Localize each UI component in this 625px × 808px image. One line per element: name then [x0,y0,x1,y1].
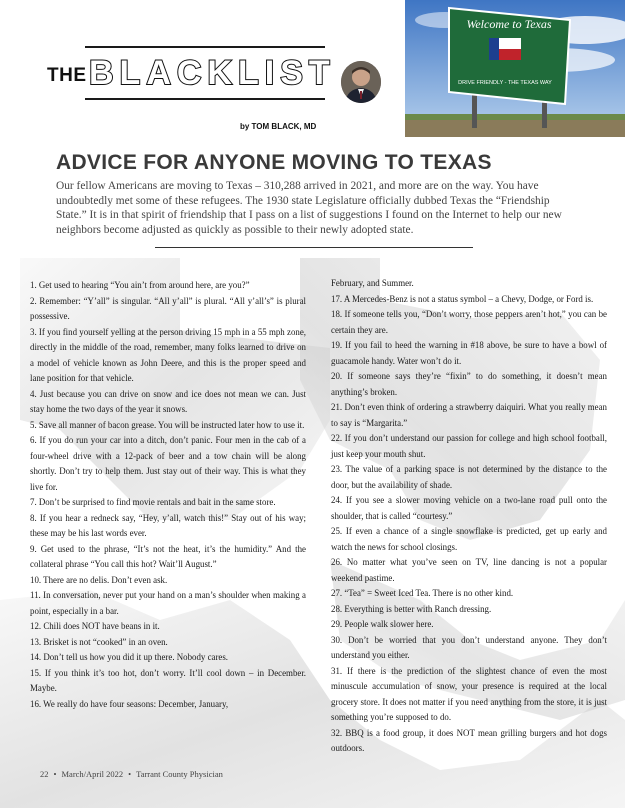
page-footer [40,769,223,779]
tip-item: 8. If you hear a redneck say, “Hey, y’all, watch this!” Stay out of his way; these may be his last words ever. [30,512,306,538]
tip-item: 6. If you do run your car into a ditch, don’t panic. Four men in the cab of a four-wheel drive with a 12-pack of beer and a tow chain will be along shortly. Don’t try to help them. Just stay out of their way. This is what they live for. [30,435,306,492]
tip-item: 19. If you fail to heed the warning in #18 above, be sure to have a bowl of guacamole handy. Water won’t do it. [331,340,607,366]
tip-item: 21. Don’t even think of ordering a strawberry daiquiri. What you really mean to say is “Margarita.” [331,402,607,428]
tip-item: 29. People walk slower here. [331,619,434,629]
tip-item: 32. BBQ is a food group, it does NOT mean grilling burgers and hot dogs outdoors. [331,727,607,753]
sign-text-drive-friendly: DRIVE FRIENDLY - THE TEXAS WAY [458,80,552,86]
masthead-rule-bottom [85,98,325,100]
tip-item: 18. If someone tells you, “Don’t worry, those peppers aren’t hot,” you can be certain they are. [331,309,607,335]
tip-item: 1. Get used to hearing “You ain’t from around here, are you?” [30,280,250,290]
tip-item: 12. Chili does NOT have beans in it. [30,621,160,631]
tips-column-right [331,276,607,757]
tip-item: 17. A Mercedes-Benz is not a status symbol – a Chevy, Dodge, or Ford is. [331,293,594,304]
tip-item: 5. Save all manner of bacon grease. You will be instructed later how to use it. [30,419,305,430]
welcome-to-texas-photo [405,0,625,137]
tip-item: 22. If you don’t understand our passion for college and high school football, just keep your mouth shut. [331,433,607,459]
tip-item: 13. Brisket is not “cooked” in an oven. [30,636,168,647]
byline: by TOM BLACK, MD [240,122,317,131]
tip-item: 10. There are no delis. Don’t even ask. [30,574,168,585]
tip-item: 28. Everything is better with Ranch dressing. [331,603,492,614]
tip-item: 25. If even a chance of a single snowflake is predicted, get up early and watch the news for school closings. [331,526,607,552]
tip-item: 3. If you find yourself yelling at the person driving 15 mph in a 55 mph zone, directly in the middle of the road, remember, many folks learned to drive on a model of vehicle known as John Deere, and this is the proper speed and lane position for that vehicle. [30,326,306,383]
page-number: 22 [40,769,49,779]
sign-text-welcome: Welcome to Texas [466,17,552,31]
tip-item: 7. Don’t be surprised to find movie rentals and bait in the same store. [30,497,276,507]
tip-item: 15. If you think it’s too hot, don’t worry. It’ll cool down – in December. Maybe. [30,667,306,693]
footer-separator: • [53,769,57,779]
tip-item: 11. In conversation, never put your hand on a man’s shoulder when making a point, especially in a bar. [30,590,306,616]
masthead-title: BLACKLIST [89,54,336,92]
issue-date: March/April 2022 [61,769,124,779]
tips-column-left [30,278,306,712]
tip-item: 31. If there is the prediction of the slightest chance of even the most minuscule accumulation of snow, your presence is required at the local grocery store. It does not matter if you need anything from the store, it is just something you’re supposed to do. [331,665,607,722]
tip-item: 23. The value of a parking space is not determined by the distance to the door, but the availability of shade. [331,464,607,490]
tip-item: 9. Get used to the phrase, “It’s not the heat, it’s the humidity.” And the collateral phrase “You call this hot? Wait’ll August.” [30,543,306,569]
article-headline: ADVICE FOR ANYONE MOVING TO TEXAS [56,151,492,174]
author-avatar [341,61,381,103]
tip-item: 14. Don’t tell us how you did it up there. Nobody cares. [30,652,229,662]
tip-item: February, and Summer. [331,278,414,288]
masthead [45,46,335,106]
masthead-prefix: THE [47,65,87,86]
tip-item: 16. We really do have four seasons: December, January, [30,698,229,709]
intro-divider [155,247,473,248]
tip-item: 4. Just because you can drive on snow and ice does not mean we can. Just stay home the two days of the year it snows. [30,388,306,414]
masthead-rule-top [85,46,325,48]
tip-item: 2. Remember: “Y’all” is singular. “All y’all” is plural. “All y’all’s” is plural possessive. [30,295,306,321]
publication-name: Tarrant County Physician [136,769,223,779]
article-intro: Our fellow Americans are moving to Texas – 310,288 arrived in 2021, and more are on the way. You have undoubtedly met some of these refugees. The 1930 state Legislature officially dubbed Texas the “Friendship State.” It is in that spirit of friendship that I pass on a list of suggestions I found on the Internet to help our new neighbors become adjusted as quickly as possible to their newly adopted state. [56,180,562,236]
footer-separator: • [128,769,132,779]
tip-item: 24. If you see a slower moving vehicle on a two-lane road pull onto the shoulder, that is called “courtesy.” [331,495,607,521]
tip-item: 26. No matter what you’ve seen on TV, line dancing is not a popular weekend pastime. [331,557,607,583]
tip-item: 30. Don’t be worried that you don’t understand anyone. They don’t understand you either. [331,634,607,660]
tip-item: 27. “Tea” = Sweet Iced Tea. There is no other kind. [331,588,514,598]
tip-item: 20. If someone says they’re “fixin” to do something, it doesn’t mean anything’s broken. [331,371,607,397]
